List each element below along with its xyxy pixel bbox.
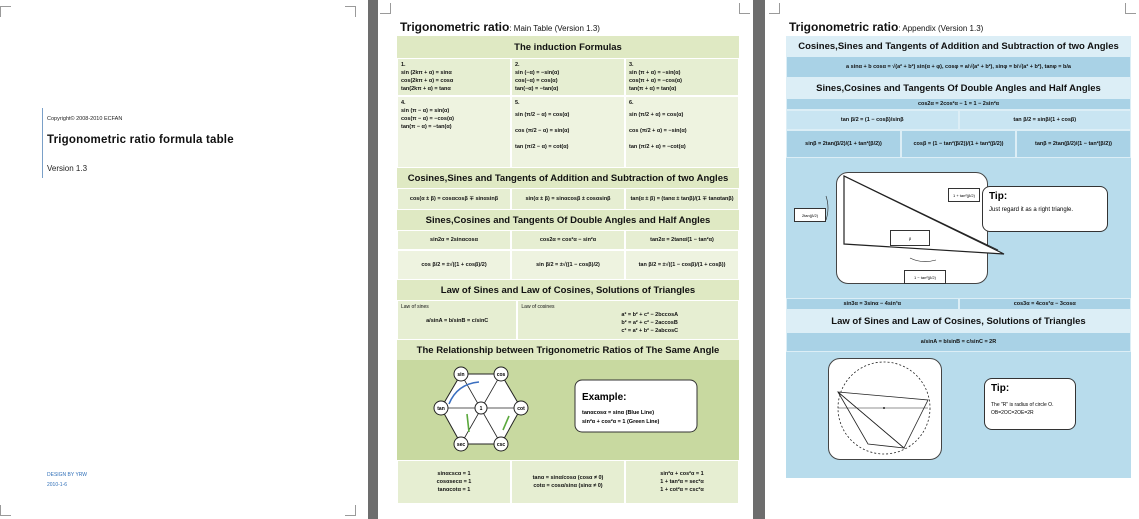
tip-lines: [991, 401, 1053, 417]
example-title: Example:: [582, 392, 627, 403]
tip-title: Tip:: [991, 383, 1010, 394]
induction-group-5: [511, 96, 625, 168]
tip-text: Just regard it as a right triangle.: [989, 207, 1074, 213]
node-label: csc: [496, 442, 506, 448]
appendix-sheet: [786, 36, 1131, 478]
identity-line: cotα = cosα/sinα (sinα ≠ 0): [533, 483, 603, 489]
induction-heading: The induction Formulas: [397, 36, 739, 59]
copyright-text: Copyright© 2008-2010 ECFAN: [47, 116, 123, 122]
tip-line: OB=2OC=2OE=2R: [991, 410, 1034, 416]
design-by-text: DESIGN BY YRW: [47, 472, 88, 478]
margin-marker: [345, 6, 356, 17]
appendix-addition-heading: Cosines,Sines and Tangents of Addition and Subtraction of two Angles: [786, 36, 1131, 56]
reciprocal-identities: [397, 460, 511, 504]
tip-box-triangle: [982, 186, 1108, 232]
margin-marker: [769, 3, 780, 14]
induction-group-1: [397, 58, 511, 96]
margin-marker: [0, 6, 11, 17]
group-number: 5.: [515, 100, 520, 106]
formula-line: tan(2kπ + α) = tanα: [401, 86, 451, 92]
identities-row: [397, 460, 739, 504]
design-credit: [47, 470, 87, 490]
inscribed-triangle: [838, 392, 928, 448]
extended-law-of-sines: a/sinA = b/sinB = c/sinC = 2R: [786, 332, 1131, 352]
cover-version: Version 1.3: [47, 164, 88, 173]
half-cos-cell: cos β/2 = ±√((1 + cosβ)/2): [397, 250, 511, 280]
label-adjacent: 1 − tan²(β/2): [904, 270, 946, 284]
auxiliary-angle-formula: a sinα + b cosα = √(a² + b²) sin(α + φ), cosφ = a/√(a² + b²), sinφ = b/√(a² + b²), tanφ = b/a: [786, 56, 1131, 78]
relationship-heading: The Relationship between Trigonometric Ratios of The Same Angle: [397, 340, 739, 361]
page-cover: [0, 0, 368, 519]
formula-line: tan(π − α) = −tan(α): [401, 124, 452, 130]
margin-marker: [0, 505, 11, 516]
margin-marker: [1125, 3, 1136, 14]
group-number: 1.: [401, 62, 406, 68]
identity-line: 1 + cot²α = csc²α: [660, 487, 704, 493]
formula-line: tan(−α) = −tan(α): [515, 86, 559, 92]
half-row: [397, 250, 739, 280]
group-number: 4.: [401, 100, 406, 106]
cover-title: Trigonometric ratio formula table: [47, 134, 234, 146]
double-tan-cell: tan2α = 2tanα/(1 − tan²α): [625, 230, 739, 250]
appendix-addition-row: [786, 56, 1131, 78]
formula-line: cos(π + α) = −cos(α): [629, 78, 683, 84]
laws-row: [397, 300, 739, 340]
relationship-diagram-row: [397, 360, 739, 460]
page-title-sub: : Main Table (Version 1.3): [509, 24, 600, 33]
law-of-cosines-label: Law of cosines: [521, 304, 555, 310]
margin-marker: [345, 505, 356, 516]
appendix-title: [789, 20, 983, 34]
accent-line: [42, 108, 43, 178]
induction-row-1: [397, 58, 739, 96]
appendix-laws-row: [786, 332, 1131, 352]
law-of-cosines-line: a² = b² + c² − 2bccosA: [621, 312, 679, 318]
formula-line: cos(π − α) = −cos(α): [401, 116, 455, 122]
example-line: sin²α + cos²α = 1 (Green Line): [582, 419, 660, 425]
identity-line: tanα = sinα/cosα (cosα ≠ 0): [532, 475, 604, 481]
law-of-cosines-cell: [517, 300, 739, 340]
page-title-main: Trigonometric ratio: [400, 20, 510, 34]
formula-line: tan (π/2 − α) = cot(α): [515, 144, 569, 150]
circle-area: [786, 352, 1131, 478]
half-sin-cell: sin β/2 = ±√((1 − cosβ)/2): [511, 250, 625, 280]
node-label: cot: [517, 406, 525, 412]
tip-line: The "R" is radius of circle O.: [991, 402, 1054, 408]
page-main-table: [378, 0, 753, 519]
appendix-title-sub: : Appendix (Version 1.3): [898, 24, 984, 33]
formula-line: sin (−α) = −sin(α): [515, 70, 560, 76]
label-opposite: 2tan(β/2): [794, 208, 826, 222]
example-line: tanαcosα = sinα (Blue Line): [582, 410, 655, 416]
sin-triple-formula: sin3α = 3sinα − 4sin³α: [786, 298, 959, 310]
formula-line: cos(−α) = cos(α): [515, 78, 558, 84]
addition-tan-cell: tan(α ± β) = (tanα ± tanβ)/(1 ∓ tanαtanβ): [625, 188, 739, 210]
side-bracket: [826, 196, 828, 220]
quotient-identities: [511, 460, 625, 504]
formula-line: sin (π + α) = −sin(α): [629, 70, 681, 76]
inscribed-triangle: [838, 392, 904, 448]
hexagon-diagram: [397, 360, 739, 460]
tan-half-formula: tan β/2 = sinβ/(1 + cosβ): [959, 110, 1132, 130]
law-of-sines-formula: a/sinA = b/sinB = c/sinC: [426, 318, 489, 324]
group-number: 3.: [629, 62, 634, 68]
double-row: [397, 230, 739, 250]
main-formula-sheet: [397, 36, 739, 518]
pythagorean-identities: [625, 460, 739, 504]
formula-line: cos (π/2 + α) = −sin(α): [629, 128, 687, 134]
tip-title: Tip:: [989, 191, 1008, 202]
addition-sin-cell: sin(α ± β) = sinαcosβ ± cosαsinβ: [511, 188, 625, 210]
addition-cos-cell: cos(α ± β) = cosαcosβ ∓ sinαsinβ: [397, 188, 511, 210]
node-label: cos: [496, 372, 506, 378]
margin-marker: [739, 3, 750, 14]
law-of-cosines-line: b² = a² + c² − 2accosB: [621, 320, 678, 326]
appendix-half-row: [786, 110, 1131, 130]
tip-box-circle: [984, 378, 1076, 430]
formula-line: sin (π/2 − α) = cos(α): [515, 112, 570, 118]
identity-line: 1 + tan²α = sec²α: [660, 479, 704, 485]
cos-substitution: cosβ = (1 − tan²(β/2))/(1 + tan²(β/2)): [901, 130, 1016, 158]
triple-angle-row: [786, 298, 1131, 310]
formula-line: cos(2kπ + α) = cosα: [401, 78, 454, 84]
law-of-cosines-line: c² = a² + b² − 2abcosC: [621, 328, 679, 334]
cos-double-formula: cos2α = 2cos²α − 1 = 1 − 2sin²α: [786, 98, 1131, 110]
double-heading: Sines,Cosines and Tangents Of Double Angles and Half Angles: [397, 210, 739, 231]
identity-line: tanαcotα = 1: [437, 487, 471, 493]
label-hypotenuse: 1 + tan²(β/2): [948, 188, 980, 202]
formula-line: cos (π/2 − α) = sin(α): [515, 128, 570, 134]
margin-marker: [380, 3, 391, 14]
induction-group-4: [397, 96, 511, 168]
triangle-area: [786, 158, 1131, 298]
appendix-laws-heading: Law of Sines and Law of Cosines, Solutions of Triangles: [786, 310, 1131, 332]
appendix-sub-row: [786, 130, 1131, 158]
node-label: 1: [479, 406, 483, 412]
identity-line: sinαcscα = 1: [437, 471, 471, 477]
laws-heading: Law of Sines and Law of Cosines, Solutions of Triangles: [397, 280, 739, 301]
node-label: tan: [437, 406, 445, 412]
page-appendix: [765, 0, 1139, 519]
appendix-double-heading: Sines,Cosines and Tangents Of Double Angles and Half Angles: [786, 78, 1131, 98]
identity-line: sin²α + cos²α = 1: [660, 471, 704, 477]
formula-line: sin (π/2 + α) = cos(α): [629, 112, 684, 118]
appendix-double-row: [786, 98, 1131, 110]
formula-line: sin (2kπ + α) = sinα: [401, 70, 452, 76]
law-of-sines-label: Law of sines: [401, 304, 429, 310]
formula-line: tan (π/2 + α) = −cot(α): [629, 144, 686, 150]
double-cos-cell: cos2α = cos²α − sin²α: [511, 230, 625, 250]
sin-substitution: sinβ = 2tan(β/2)/(1 + tan²(β/2)): [786, 130, 901, 158]
induction-group-2: [511, 58, 625, 96]
induction-group-6: [625, 96, 739, 168]
appendix-title-main: Trigonometric ratio: [789, 20, 899, 34]
node-label: sin: [457, 372, 465, 378]
identity-line: cosαsecα = 1: [436, 479, 472, 485]
node-label: sec: [456, 442, 466, 448]
side-bracket: [910, 258, 936, 262]
center-point: [883, 407, 885, 409]
induction-row-2: [397, 96, 739, 168]
law-of-sines-cell: [397, 300, 517, 340]
tan-half-formula: tan β/2 = (1 − cosβ)/sinβ: [786, 110, 959, 130]
page-title: [400, 20, 600, 34]
group-number: 2.: [515, 62, 520, 68]
formula-line: sin (π − α) = sin(α): [401, 108, 450, 114]
formula-line: tan(π + α) = tan(α): [629, 86, 677, 92]
double-sin-cell: sin2α = 2sinαcosα: [397, 230, 511, 250]
circumcircle-diagram: [786, 352, 1131, 478]
addition-row: [397, 188, 739, 210]
induction-group-3: [625, 58, 739, 96]
design-date-text: 2010-1-6: [47, 482, 68, 488]
group-number: 6.: [629, 100, 634, 106]
cos-triple-formula: cos3α = 4cos³α − 3cosα: [959, 298, 1132, 310]
addition-heading: Cosines,Sines and Tangents of Addition and Subtraction of two Angles: [397, 168, 739, 189]
half-tan-cell: tan β/2 = ±√((1 − cosβ)/(1 + cosβ)): [625, 250, 739, 280]
tan-substitution: tanβ = 2tan(β/2)/(1 − tan²(β/2)): [1016, 130, 1131, 158]
label-angle: β: [890, 230, 930, 246]
